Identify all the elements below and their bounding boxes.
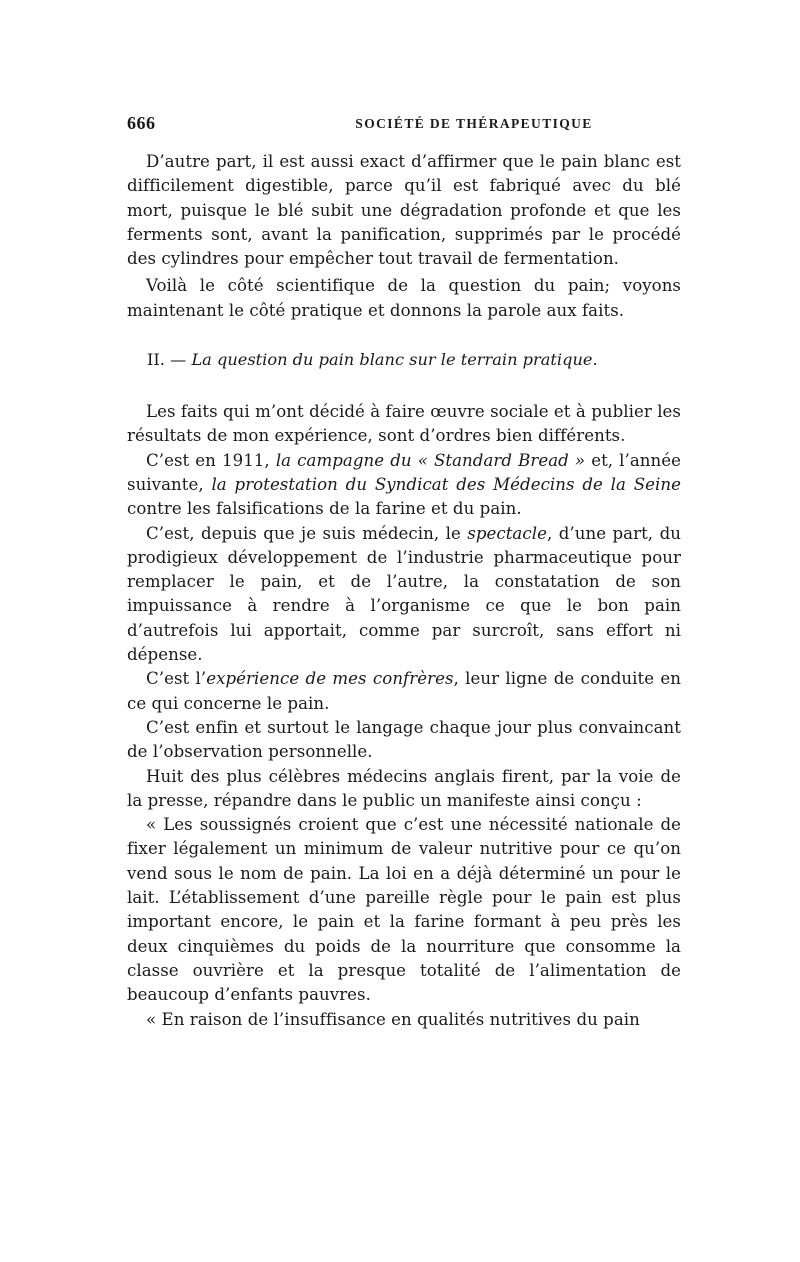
quoted-paragraph: « Les soussignés croient que c’est une nécessité nationale de fixer légalement un minimum de valeur nutritive pour ce qu’on vend sous le nom de pain. La loi en a déjà déterminé un pour le lait. L’établissement d’une pareille règle pour le pain est plus important encore, le pain et la farine formant à peu près les deux cinquièmes du poids de la nourriture que consomme la classe ouvrière et la presque totalité de l’alimentation de beaucoup d’enfants pauvres. <box>127 815 681 1005</box>
paragraph <box>127 522 681 668</box>
paragraph <box>127 667 681 716</box>
page-number: 666 <box>127 113 156 133</box>
section-heading <box>127 348 681 372</box>
italic-run: spectacle <box>467 523 547 543</box>
page-header <box>127 113 681 139</box>
section-number: II. — <box>147 350 187 370</box>
text-run: C’est l’ <box>146 669 207 689</box>
paragraph: Voilà le côté scientifique de la question du pain; voyons maintenant le côté pratique et donnons la parole aux faits. <box>127 276 681 320</box>
paragraph: Les faits qui m’ont décidé à faire œuvre sociale et à publier les résultats de mon expérience, sont d’ordres bien différents. <box>127 402 681 446</box>
text-run: C’est en 1911, <box>146 450 276 470</box>
section-title: La question du pain blanc sur le terrain pratique. <box>191 350 598 370</box>
text-run: C’est, depuis que je suis médecin, le <box>146 523 468 543</box>
text-run: , leur ligne de conduite en ce qui concerne le pain. <box>127 669 681 713</box>
running-title: SOCIÉTÉ DE THÉRAPEUTIQUE <box>355 116 593 131</box>
text-run: , d’une part, du prodigieux développement de l’industrie pharmaceutique pour remplacer le pain, et de l’autre, la constatation de son impuissance à rendre à l’organisme ce que le bon pain d’autrefois lui apportait, comme par surcroît, sans effort ni dépense. <box>127 523 681 665</box>
italic-run: la campagne du « Standard Bread » <box>275 450 586 470</box>
page-body <box>127 150 681 1032</box>
italic-run: la protestation du Syndicat des Médecins de la Seine <box>211 474 681 494</box>
italic-run: expérience de mes confrères <box>206 669 454 689</box>
paragraph: D’autre part, il est aussi exact d’affirmer que le pain blanc est difficilement digestible, parce qu’il est fabriqué avec du blé mort, puisque le blé subit une dégradation profonde et que les ferments sont, avant la panification, supprimés par le procédé des cylindres pour empêcher tout travail de fermentation. <box>127 152 681 269</box>
quoted-paragraph: « En raison de l’insuffisance en qualités nutritives du pain <box>146 1009 640 1029</box>
paragraph <box>127 449 681 522</box>
paragraph: C’est enfin et surtout le langage chaque jour plus convaincant de l’observation personnelle. <box>127 717 681 762</box>
paragraph: Huit des plus célèbres médecins anglais firent, par la voie de la presse, répandre dans le public un manifeste ainsi conçu : <box>127 766 681 810</box>
text-run: et, l’année suivante, <box>127 450 682 494</box>
text-run: contre les falsifications de la farine et du pain. <box>127 499 522 519</box>
